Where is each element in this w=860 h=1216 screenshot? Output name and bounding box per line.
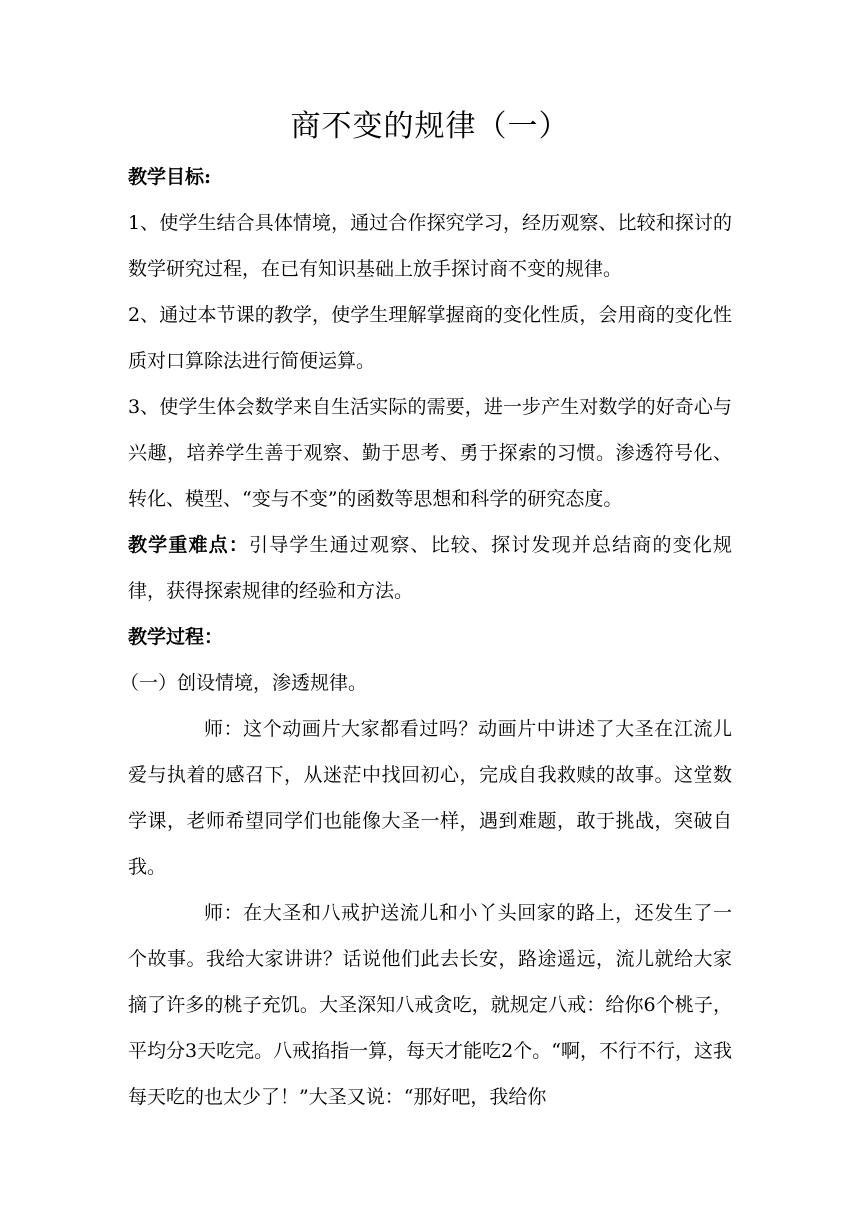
goal-2: 2、通过本节课的教学，使学生理解掌握商的变化性质，会用商的变化性质对口算除法进行简便运算。 xyxy=(128,304,732,372)
key-points-label: 教学重难点： xyxy=(128,534,250,556)
paragraph-2: 师：在大圣和八戒护送流儿和小丫头回家的路上，还发生了一个故事。我给大家讲讲？话说他们此去长安，路途遥远，流儿就给大家摘了许多的桃子充饥。大圣深知八戒贪吃，就规定八戒：给你6个桃子，平均分3天吃完。八戒掐指一算，每天才能吃2个。“啊，不行不行，这我每天吃的也太少了！”大圣又说：“那好吧，我给你 xyxy=(128,902,732,1108)
goals-heading: 教学目标: xyxy=(128,166,212,188)
key-points xyxy=(128,522,732,614)
process-heading: 教学过程： xyxy=(128,626,224,648)
key-points-text: 引导学生通过观察、比较、探讨发现并总结商的变化规律，获得探索规律的经验和方法。 xyxy=(128,534,732,602)
document-body xyxy=(120,104,732,1120)
paragraph-1: 师：这个动画片大家都看过吗？动画片中讲述了大圣在江流儿爱与执着的感召下，从迷茫中找回初心，完成自我救赎的故事。这堂数学课，老师希望同学们也能像大圣一样，遇到难题，敢于挑战，突破自我。 xyxy=(128,718,732,878)
section-1-heading: （一）创设情境，渗透规律。 xyxy=(120,672,368,694)
document-title: 商不变的规律（一） xyxy=(290,109,570,144)
goal-3: 3、使学生体会数学来自生活实际的需要，进一步产生对数学的好奇心与兴趣，培养学生善于观察、勤于思考、勇于探索的习惯。渗透符号化、转化、模型、“变与不变”的函数等思想和科学的研究态度。 xyxy=(128,396,732,510)
goal-1: 1、使学生结合具体情境，通过合作探究学习，经历观察、比较和探讨的数学研究过程，在已有知识基础上放手探讨商不变的规律。 xyxy=(128,212,732,280)
